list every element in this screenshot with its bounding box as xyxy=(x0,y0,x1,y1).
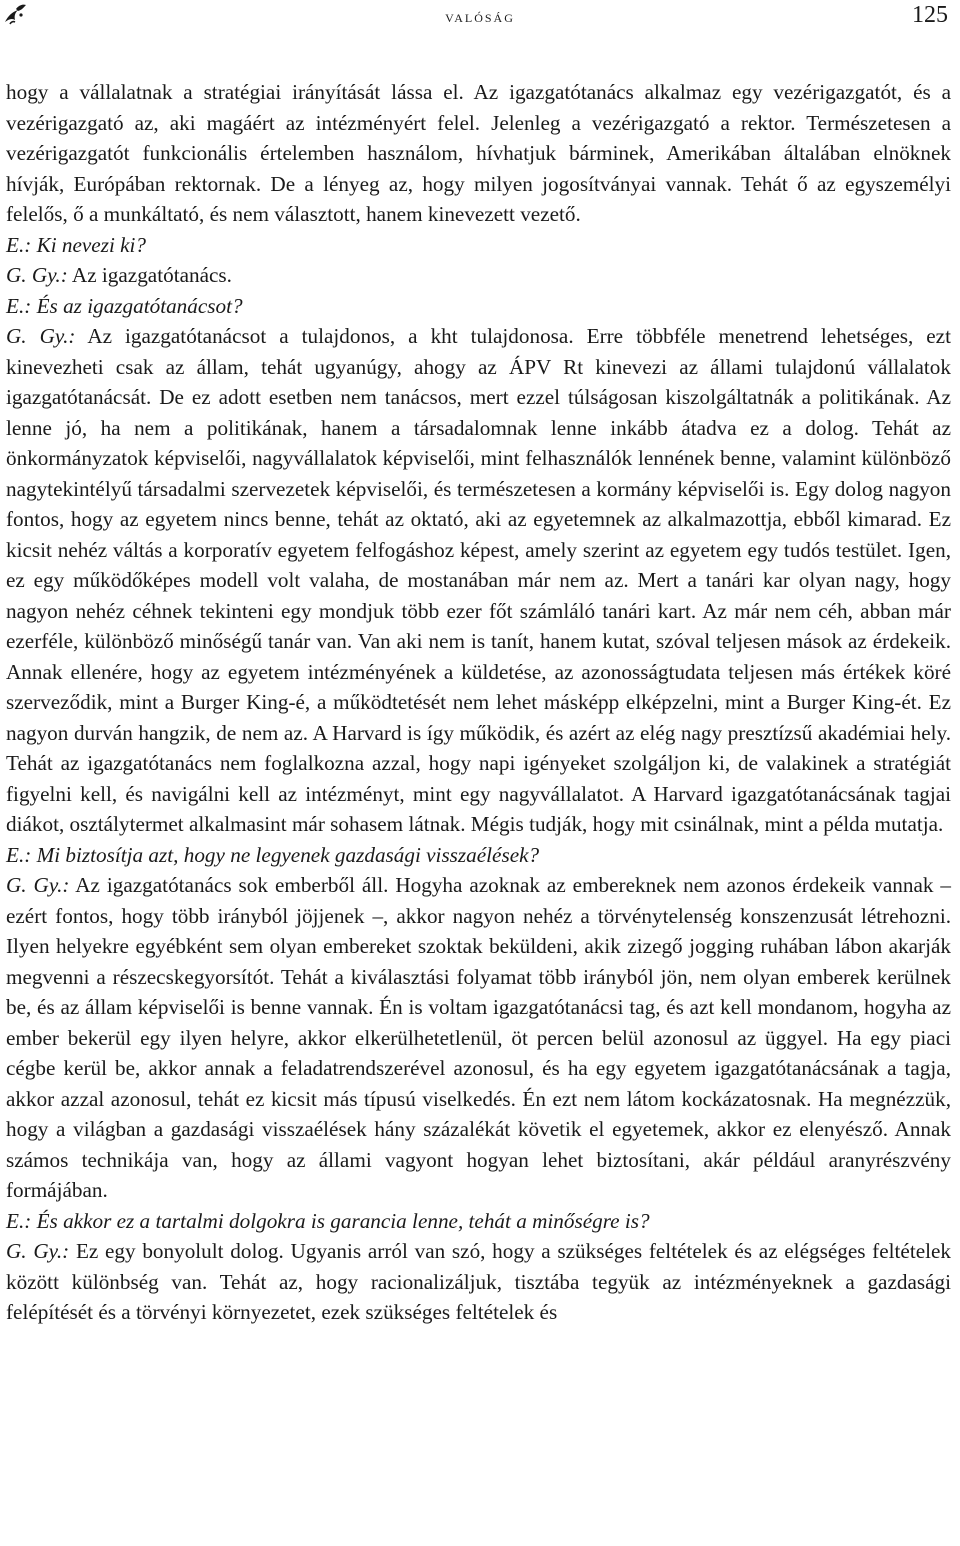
interviewer-question: E.: És akkor ez a tartalmi dolgokra is garancia lenne, tehát a minőségre is? xyxy=(6,1208,650,1233)
page-header xyxy=(0,0,960,34)
answer-paragraph xyxy=(6,1236,951,1328)
speaker-label: G. Gy.: xyxy=(6,324,76,348)
answer-text: Az igazgatótanács. xyxy=(67,263,232,287)
answer-text: Ez egy bonyolult dolog. Ugyanis arról van szó, hogy a szükséges feltételek és az elégséges feltételek között különbség van. Tehát az, hogy racionalizáljuk, tisztába tegyük az intézményeknek a gazdasági felépítését és a törvényi környezetet, ezek szükséges feltételek és xyxy=(6,1239,951,1324)
speaker-label: G. Gy.: xyxy=(6,873,70,897)
interviewer-question: E.: Mi biztosítja azt, hogy ne legyenek gazdasági visszaélések? xyxy=(6,842,540,867)
answer-text: Az igazgatótanácsot a tulajdonos, a kht tulajdonosa. Erre többféle menetrend lehetséges, ezt kinevezheti csak az állam, tehát ugyanúgy, ahogy az ÁPV Rt kinevezi az állami tulajdonú vállalatok igazgatótanácsát. De ez adott esetben nem tanácsos, mert ezzel túlságosan kiszolgáltatnák a politikának. Az lenne jó, ha nem a politikának, hanem a társadalomnak lenne inkább átadva ez a dolog. Tehát az önkormányzatok képviselői, nagyvállalatok képviselői, mint felhasználók lennének benne, valamint különböző nagytekintélyű társadalmi szervezetek képviselői, és természetesen a kormány képviselői is. Egy dolog nagyon fontos, hogy az egyetem nincs benne, tehát az oktató, aki az egyetemnek az alkalmazottja, ebből kimarad. Ez kicsit nehéz váltás a korporatív egyetem felfogáshoz képest, amely szerint az egyetem egy tudós testület. Igen, ez egy működőképes modell volt valaha, de mostanában már nem az. Mert a tanári kar olyan nagy, hogy nagyon nehéz céhnek tekinteni egy mondjuk több ezer főt számláló tanári kart. Az már nem céh, abban már ezerféle, különböző minőségű tanár van. Van aki nem is tanít, hanem kutat, szóval teljesen mások az érdekeik. Annak ellenére, hogy az egyetem intézményének a küldetése, az azonosságtudata teljesen más értékek köré szerveződik, mint a Burger King-é, a működtetését nem lehet másképp elképzelni, mint a Burger King-ét. Ez nagyon durván hangzik, de nem az. A Harvard is így működik, és azért az elég nagy presztízsű akadémiai hely. Tehát az igazgatótanács nem foglalkozna azzal, hogy napi igényeket szolgáljon ki, de valakinek a stratégiát figyelni kell, és navigálni kell az intézményt, mint egy nagyvállalatot. A Harvard igazgatótanácsának tagjai diákot, osztálytermet alkalmasint már sohasem látnak. Mégis tudják, hogy mit csinálnak, mint a példa mutatja. xyxy=(6,324,951,836)
interviewer-question: E.: És az igazgatótanácsot? xyxy=(6,293,243,318)
answer-paragraph xyxy=(6,870,951,1206)
speaker-label: G. Gy.: xyxy=(6,263,68,287)
page-number: 125 xyxy=(912,2,948,28)
speaker-label: G. Gy.: xyxy=(6,1239,70,1263)
answer-text: Az igazgatótanács sok emberből áll. Hogyha azoknak az embereknek nem azonos érdekeik vannak – ezért fontos, hogy több irányból jöjjenek –, akkor nagyon nehéz a törvénytelenség konszenzusát létrehozni. Ilyen helyekre egyébként sem olyan embereket szoktak beküldeni, akik zizegő jogging ruhában lábon akarják megvenni a részecskegyorsítót. Tehát a kiválasztási folyamat több irányból jön, nem olyan emberek kerülnek be, és az állam képviselői is benne vannak. Én is voltam igazgatótanácsi tag, és azt kell mondanom, hogyha az ember bekerül egy ilyen helyre, akkor elkerülhetetlenül, öt percen belül azonosul az üggyel. Ha egy piaci cégbe kerül be, akkor annak a feladatrendszerével azonosul, és ha egy egyetem igazgatótanácsának a tagja, akkor azzal azonosul, tehát ez kicsit más típusú viselkedés. Én ezt nem látom kockázatosnak. Ha megnézzük, hogy a világban a gazdasági visszaélések hány százalékát követik el egyetemek, akkor ez elenyésző. Annak számos technikája van, hogy az állami vagyont hogyan lehet biztosítani, akár például aranyrészvény formájában. xyxy=(6,873,951,1202)
interviewer-question: E.: Ki nevezi ki? xyxy=(6,232,147,257)
answer-paragraph xyxy=(6,260,951,291)
body-text xyxy=(6,77,951,1328)
answer-paragraph xyxy=(6,321,951,840)
running-head: valóság xyxy=(445,7,515,26)
paragraph: hogy a vállalatnak a stratégiai irányítását lássa el. Az igazgatótanács alkalmaz egy vezérigazgatót, és a vezérigazgató az, aki magáért az intézményért felel. Jelenleg a vezérigazgató a rektor. Természetesen a vezérigazgatót funkcionális értelemben használom, hívhatjuk bárminek, Amerikában általában elnöknek hívják, Európában rektornak. De a lényeg az, hogy milyen jogosítványai vannak. Tehát ő az egyszemélyi felelős, ő a munkáltató, és nem választott, hanem kinevezett vezető. xyxy=(6,80,951,226)
